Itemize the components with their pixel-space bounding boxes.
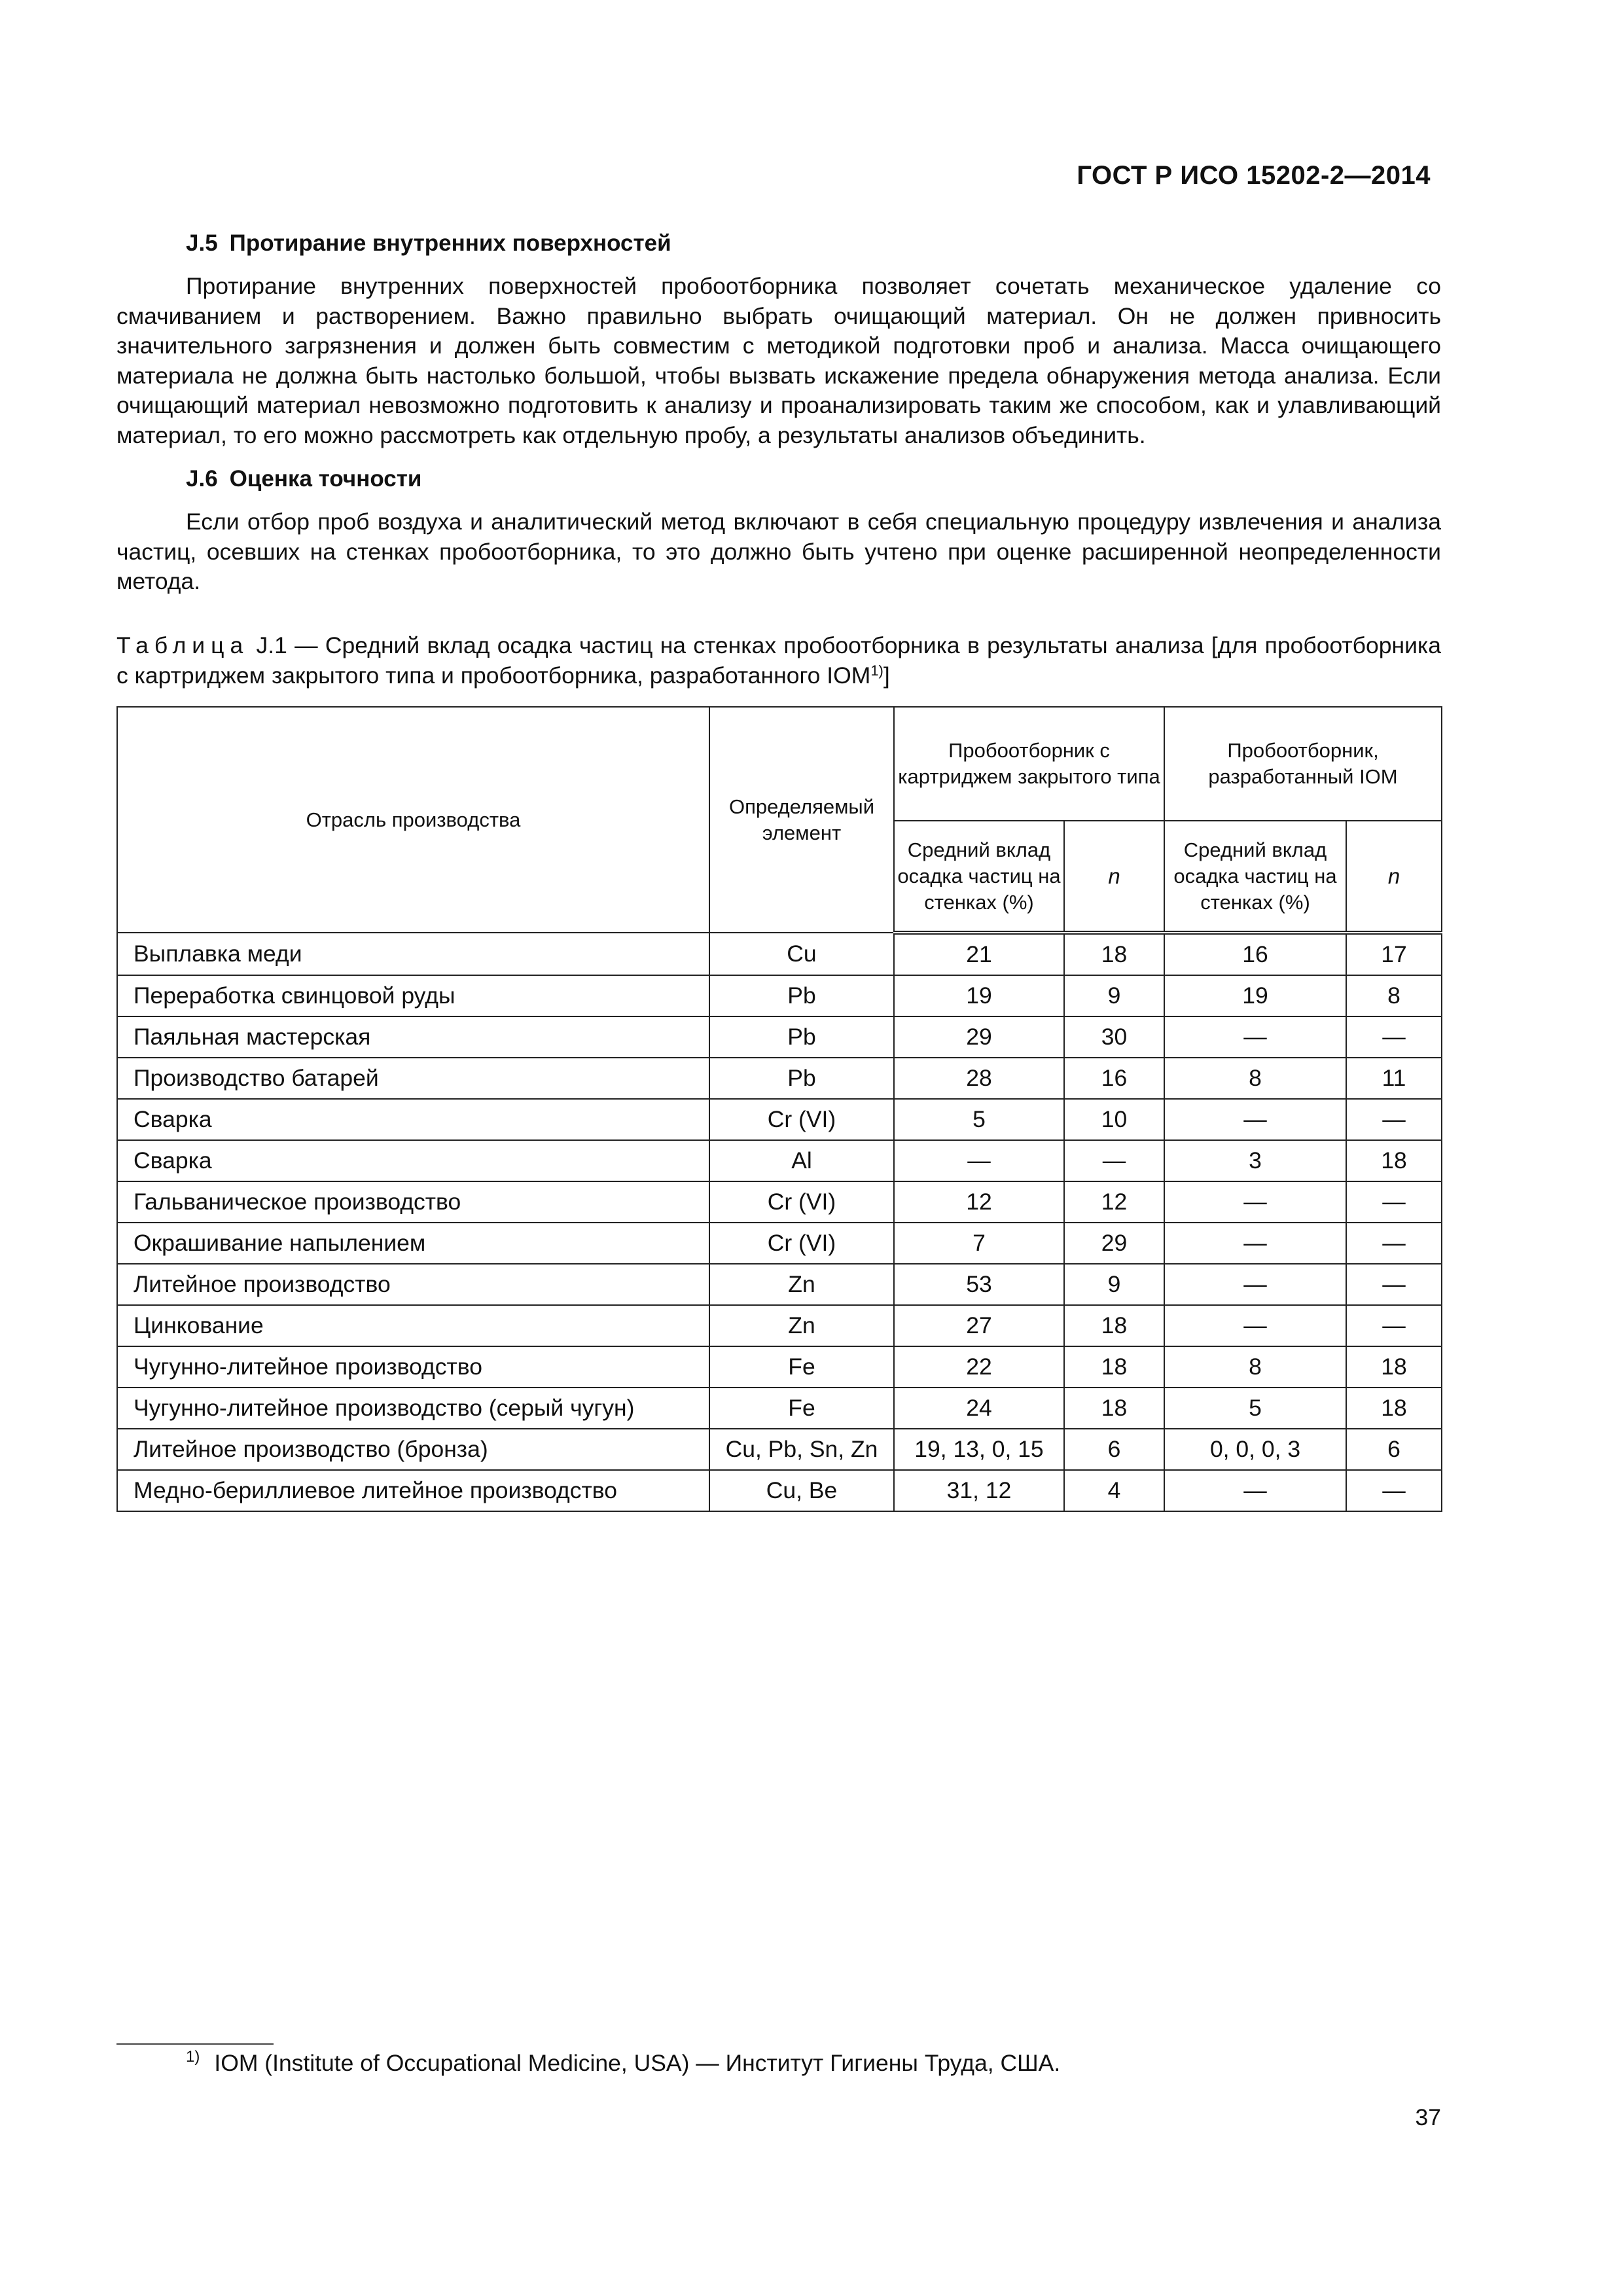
cell-iom-n: — [1346, 1305, 1442, 1346]
cell-closed-n: 18 [1064, 1305, 1164, 1346]
table-caption-label: Таблица [116, 632, 249, 658]
cell-industry: Чугунно-литейное производство [117, 1346, 709, 1388]
header-n: n [1346, 821, 1442, 933]
deposit-table [116, 706, 1442, 1512]
cell-industry: Литейное производство [117, 1264, 709, 1305]
cell-industry: Гальваническое производство [117, 1181, 709, 1223]
cell-iom-mean: 0, 0, 0, 3 [1164, 1429, 1346, 1470]
cell-industry: Выплавка меди [117, 933, 709, 975]
cell-iom-mean: — [1164, 1016, 1346, 1058]
cell-industry: Литейное производство (бронза) [117, 1429, 709, 1470]
cell-closed-n: 16 [1064, 1058, 1164, 1099]
cell-industry: Паяльная мастерская [117, 1016, 709, 1058]
table-body [117, 933, 1442, 1511]
cell-industry: Переработка свинцовой руды [117, 975, 709, 1016]
cell-element: Fe [709, 1388, 894, 1429]
cell-closed-n: 4 [1064, 1470, 1164, 1511]
table-row [117, 975, 1442, 1016]
cell-closed-mean: 7 [894, 1223, 1064, 1264]
cell-closed-mean: 53 [894, 1264, 1064, 1305]
standard-code: ГОСТ Р ИСО 15202-2—2014 [1077, 161, 1431, 190]
cell-industry: Сварка [117, 1099, 709, 1140]
cell-industry: Цинкование [117, 1305, 709, 1346]
cell-closed-n: 18 [1064, 933, 1164, 975]
table-row [117, 1346, 1442, 1388]
cell-element: Zn [709, 1305, 894, 1346]
cell-iom-mean: 3 [1164, 1140, 1346, 1181]
table-row [117, 1264, 1442, 1305]
cell-iom-n: 18 [1346, 1140, 1442, 1181]
cell-iom-n: — [1346, 1470, 1442, 1511]
section-heading-j6 [186, 466, 421, 492]
cell-industry: Чугунно-литейное производство (серый чугун) [117, 1388, 709, 1429]
cell-element: Al [709, 1140, 894, 1181]
table-row [117, 1016, 1442, 1058]
cell-element: Fe [709, 1346, 894, 1388]
header-mean-contribution: Средний вклад осадка частиц на стенках (%) [1164, 821, 1346, 933]
cell-iom-mean: 5 [1164, 1388, 1346, 1429]
cell-closed-mean: 27 [894, 1305, 1064, 1346]
cell-iom-mean: — [1164, 1223, 1346, 1264]
section-title: Оценка точности [229, 466, 422, 492]
table-row [117, 1470, 1442, 1511]
cell-element: Cr (VI) [709, 1223, 894, 1264]
footnote-ref: 1) [870, 662, 883, 679]
cell-closed-n: 30 [1064, 1016, 1164, 1058]
table-row [117, 1099, 1442, 1140]
cell-iom-mean: 16 [1164, 933, 1346, 975]
cell-closed-mean: 21 [894, 933, 1064, 975]
cell-iom-mean: 19 [1164, 975, 1346, 1016]
cell-closed-mean: 22 [894, 1346, 1064, 1388]
cell-closed-n: 29 [1064, 1223, 1164, 1264]
cell-iom-n: 17 [1346, 933, 1442, 975]
section-number: J.6 [186, 466, 218, 492]
table-row [117, 1181, 1442, 1223]
footnote [186, 2050, 1060, 2077]
table-row [117, 1223, 1442, 1264]
section-paragraph-j5: Протирание внутренних поверхностей пробоотборника позволяет сочетать механическое удаление со смачиванием и растворением. Важно правильно выбрать очищающий материал. Он не должен привносить значительного загрязнения и должен быть совместим с методикой подготовки проб и анализа. Масса очищающего материала не должна быть настолько большой, чтобы вызвать искажение предела обнаружения метода анализа. Если очищающий материал невозможно подготовить к анализу и проанализировать таким же способом, как и улавливающий материал, то его можно рассмотреть как отдельную пробу, а результаты анализов объединить. [116, 273, 1441, 448]
table-caption [116, 631, 1441, 691]
footnote-divider [116, 2043, 274, 2045]
cell-industry: Сварка [117, 1140, 709, 1181]
table-row [117, 933, 1442, 975]
cell-iom-mean: — [1164, 1181, 1346, 1223]
cell-element: Cu, Be [709, 1470, 894, 1511]
table-row [117, 1305, 1442, 1346]
cell-closed-n: 9 [1064, 975, 1164, 1016]
cell-closed-mean: 29 [894, 1016, 1064, 1058]
header-n: n [1064, 821, 1164, 933]
cell-closed-n: 18 [1064, 1346, 1164, 1388]
cell-element: Pb [709, 975, 894, 1016]
cell-iom-mean: 8 [1164, 1346, 1346, 1388]
cell-iom-n: 6 [1346, 1429, 1442, 1470]
cell-element: Pb [709, 1016, 894, 1058]
cell-iom-n: — [1346, 1016, 1442, 1058]
table-row [117, 1388, 1442, 1429]
footnote-text: IOM (Institute of Occupational Medicine, USA) — Институт Гигиены Труда, США. [214, 2050, 1061, 2076]
cell-iom-n: 11 [1346, 1058, 1442, 1099]
section-title: Протирание внутренних поверхностей [229, 230, 671, 256]
cell-element: Cu, Pb, Sn, Zn [709, 1429, 894, 1470]
cell-closed-n: 18 [1064, 1388, 1164, 1429]
cell-iom-mean: — [1164, 1099, 1346, 1140]
cell-iom-mean: — [1164, 1470, 1346, 1511]
cell-closed-mean: 28 [894, 1058, 1064, 1099]
table-row [117, 1058, 1442, 1099]
header-iom-sampler: Пробоотборник, разработанный IOM [1164, 707, 1442, 821]
cell-element: Zn [709, 1264, 894, 1305]
cell-iom-n: 8 [1346, 975, 1442, 1016]
cell-closed-mean: — [894, 1140, 1064, 1181]
header-element: Определяемый элемент [709, 707, 894, 933]
footnote-marker: 1) [186, 2048, 200, 2066]
cell-closed-mean: 31, 12 [894, 1470, 1064, 1511]
section-number: J.5 [186, 230, 218, 256]
cell-iom-mean: 8 [1164, 1058, 1346, 1099]
cell-iom-n: — [1346, 1181, 1442, 1223]
cell-industry: Медно-бериллиевое литейное производство [117, 1470, 709, 1511]
cell-element: Cr (VI) [709, 1099, 894, 1140]
cell-closed-n: 10 [1064, 1099, 1164, 1140]
header-mean-contribution: Средний вклад осадка частиц на стенках (%) [894, 821, 1064, 933]
section-heading-j5 [186, 230, 671, 257]
cell-closed-mean: 24 [894, 1388, 1064, 1429]
page-number: 37 [1415, 2104, 1441, 2130]
cell-closed-n: 6 [1064, 1429, 1164, 1470]
cell-closed-mean: 12 [894, 1181, 1064, 1223]
cell-iom-n: — [1346, 1264, 1442, 1305]
cell-closed-mean: 19 [894, 975, 1064, 1016]
cell-closed-n: — [1064, 1140, 1164, 1181]
cell-iom-n: — [1346, 1223, 1442, 1264]
cell-closed-mean: 5 [894, 1099, 1064, 1140]
cell-closed-n: 12 [1064, 1181, 1164, 1223]
cell-closed-n: 9 [1064, 1264, 1164, 1305]
table-row [117, 1429, 1442, 1470]
cell-element: Pb [709, 1058, 894, 1099]
section-paragraph-j6: Если отбор проб воздуха и аналитический метод включают в себя специальную процедуру извлечения и анализа частиц, осевших на стенках пробоотборника, то это должно быть учтено при оценке расширенной неопределенности метода. [116, 509, 1441, 594]
table-row [117, 1140, 1442, 1181]
table-caption-end: ] [883, 662, 890, 689]
cell-element: Cr (VI) [709, 1181, 894, 1223]
cell-iom-n: 18 [1346, 1388, 1442, 1429]
header-industry: Отрасль производства [117, 707, 709, 933]
cell-closed-mean: 19, 13, 0, 15 [894, 1429, 1064, 1470]
cell-industry: Окрашивание напылением [117, 1223, 709, 1264]
cell-industry: Производство батарей [117, 1058, 709, 1099]
cell-iom-mean: — [1164, 1305, 1346, 1346]
cell-iom-n: 18 [1346, 1346, 1442, 1388]
cell-element: Cu [709, 933, 894, 975]
cell-iom-n: — [1346, 1099, 1442, 1140]
cell-iom-mean: — [1164, 1264, 1346, 1305]
header-closed-cartridge-sampler: Пробоотборник с картриджем закрытого типа [894, 707, 1164, 821]
table-caption-text: J.1 — Средний вклад осадка частиц на стенках пробоотборника в результаты анализа [для пробоотборника с картриджем закрытого типа и пробоотборника, разработанного IOM [116, 632, 1441, 689]
